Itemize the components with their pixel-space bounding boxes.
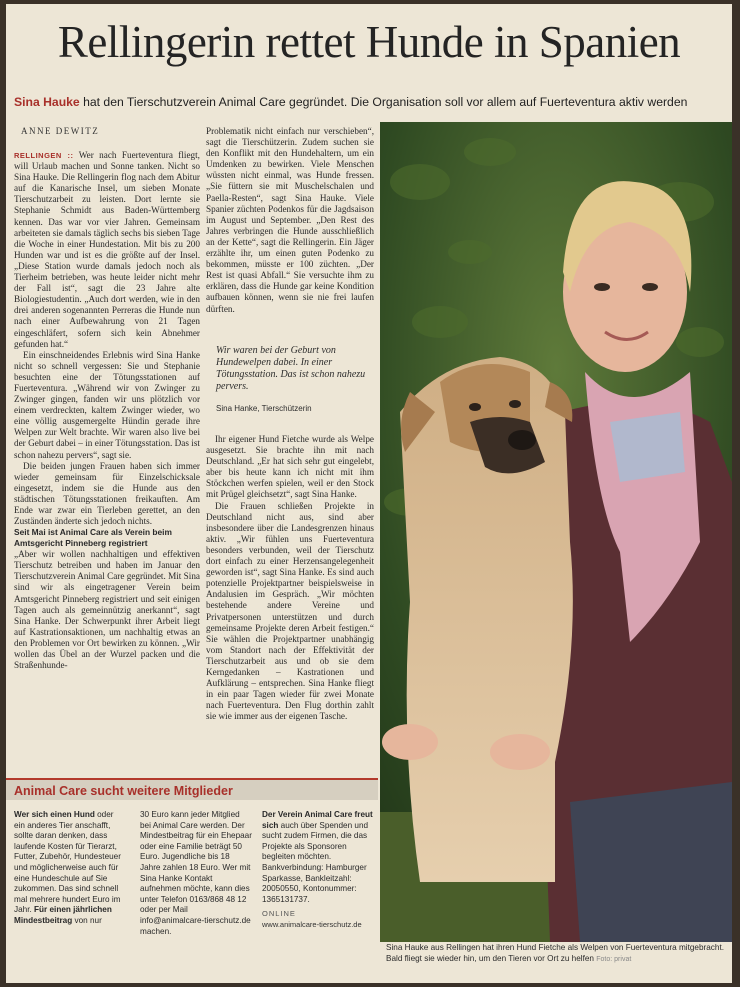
paragraph: Die Frauen schließen Projekte in Deutschland nicht aus, sind aber insbesondere über die Landesgrenzen hinaus aktiv. „Wir fühlen uns Fuerteventura besonders verbunden, weil der Tierschutz dort einfach zu einer Herzensangelegenheit geworden ist“, sagt Sina Hanke. Es sind auch potenzielle Projektpartner beispielsweise in Andalusien im Gespräch. „Wir möchten bestehende andere Vereine und Privatpersonen unterstützen und durch gemeinsame Projekte deren Arbeit festigen.“ Sie wählen die Projektpartner unabhängig vom Standort nach der Effektivität der Tierschutzarbeit aus und ob sie dem Kerngedanken – Kastrationen und Aufklärung – entsprechen. Sina Hanke fliegt in ein paar Tagen wieder für zwei Monate nach Fuerteventura. Den Flug dorthin zahlt sie wie immer aus der eigenen Tasche. — [206, 500, 374, 722]
pull-quote: Wir waren bei der Geburt von Hundewelpen dabei. In einer Tötungsstation. Das ist schon nahezu pervers. — [216, 345, 366, 392]
pull-quote-source: Sina Hanke, Tierschützerin — [216, 404, 312, 413]
infobox-lead: Wer sich einen Hund — [14, 810, 95, 819]
dateline: RELLINGEN :: — [14, 151, 74, 160]
article-column-1 — [14, 150, 200, 671]
subheadline-text: hat den Tierschutzverein Animal Care gegründet. Die Organisation soll vor allem auf Fuerteventura aktiv werden — [79, 95, 688, 109]
subheadline — [14, 94, 730, 110]
infobox-text: 30 Euro kann jeder Mitglied bei Animal Care werden. Der Mindestbeitrag für ein Ehepaar oder eine Familie beträgt 50 Euro. Jugendliche bis 18 Jahre zahlen 18 Euro. Wer mit Sina Hanke Kontakt aufnehmen möchte, kann dies unter Telefon 0163/868 48 12 oder per Mail info@animalcare-tierschutz.de machen. — [140, 810, 252, 936]
infobox-column-1 — [14, 810, 126, 927]
photo-credit: Foto: privat — [596, 956, 632, 963]
infobox-column-2 — [140, 810, 252, 937]
paragraph: Ihr eigener Hund Fietche wurde als Welpe ausgesetzt. Sie brachte ihn mit nach Deutschland. „Er hat sich sehr gut eingelebt, aber bis heute kann ich nicht mit ihm Stöckchen werfen spielen, weil er den Stock mit Prügel gleichsetzt“, sagt Sina Hanke. — [206, 434, 374, 500]
intermediate-heading: Seit Mai ist Animal Care als Verein beim Amtsgericht Pinneberg registriert — [14, 527, 172, 549]
infobox-lead: Der Verein Animal Care freut sich — [262, 810, 373, 830]
online-url[interactable]: www.animalcare-tierschutz.de — [262, 919, 362, 929]
headline: Rellingerin rettet Hunde in Spanien — [57, 17, 681, 67]
infobox-text: auch über Spenden und sucht zudem Firmen, die das Projekte als Sponsoren begleiten möchten. Bankverbindung: Hamburger Sparkasse, Bankleitzahl: 20050550, Kontonummer: 1365131737. — [262, 820, 369, 904]
subheadline-name: Sina Hauke — [14, 95, 80, 109]
paragraph — [14, 150, 200, 350]
paragraph: „Aber wir wollen nachhaltigen und effektiven Tierschutz betreiben und haben im Januar den Tierschutzverein Animal Care gegründet. Mit Sina sind wir als eingetragener Verein beim Amtsgericht Pinneberg registriert und seit einigen Tagen auch als gemeinnützig anerkannt“, sagt Sina Hanke. Der Schwerpunkt ihrer Arbeit liegt auf Kastrationsaktionen, um nachhaltig etwas an den Problemen vor Ort bewirken zu können. „Wir wollen das Übel an der Wurzel packen und die Straßenhunde- — [14, 549, 200, 671]
article-column-2-bottom — [206, 434, 374, 722]
infobox-text: oder ein anderes Tier anschafft, sollte daran denken, dass laufende Kosten für Tierarzt, Futter, Zubehör, Hundesteuer und möglicherweise auch für eine Hundeschule auf Sie zukommen. Das sind schnell mal mehrere hundert Euro im Jahr. — [14, 810, 121, 915]
paragraph: Die beiden jungen Frauen haben sich immer wieder gemeinsam für Einzelschicksale eingesetzt, indem sie die Hunde aus den städtischen Tötungsstationen freikauften. Am Ende war zwar ein Tierleben gerettet, an den Zuständen änderte sich jedoch nichts. — [14, 460, 200, 527]
infobox-title: Animal Care sucht weitere Mitglieder — [6, 778, 378, 800]
photo-illustration — [380, 122, 732, 942]
newspaper-page — [6, 4, 732, 983]
infobox-text: von nur — [72, 915, 102, 925]
photo-woman-with-dog — [380, 122, 732, 942]
photo-caption — [386, 942, 730, 965]
article-column-2-top — [206, 126, 374, 315]
byline: ANNE DEWITZ — [21, 126, 100, 136]
infobox-column-3 — [262, 810, 374, 931]
paragraph: Ein einschneidendes Erlebnis wird Sina Hanke nicht so schnell vergessen: Sie und Stephanie besuchten eine der Tötungsstationen auf Fuerteventura. „Während wir von Zwinger zu Zwinger gingen, fanden wir uns plötzlich vor einem verdreckten, kaltem Zwinger wieder, wo eine völlig ausgemergelte Hündin gerade ihre Welpen zur Welt brachte. Wir waren also live bei der Geburt dabei – in einer Tötungsstation. Das ist schon nahezu pervers“, sagt sie. — [14, 349, 200, 460]
infobox-lead: Für einen jährlichen Mindestbeitrag — [14, 905, 112, 925]
paragraph: Problematik nicht einfach nur verschieben“, sagt die Tierschützerin. Zudem suchen sie den Konflikt mit den Hundehaltern, um ein Umdenken zu bewirken. Viele Menschen wüssten nicht einmal, was Hunde fressen. „Sie füttern sie mit Muschelschalen und Paella-Resten“, sagt Sina Hauke. Viele Spanier züchten Podenkos für die Jagdsaison im August und September. „Den Rest des Jahres verbringen die Hunde ausschließlich an der Kette“, sagt die Rellingerin. Ein Jäger erzählte ihr, um einen guten Podenko zu bekommen, müsste er 100 züchten. „Der Rest ist quasi Abfall.“ Sie versuchte ihm zu erklären, dass die Hunde gar keine Kondition aufbauen können, wenn sie nie frei laufen dürften. — [206, 126, 374, 314]
online-label: ONLINE — [262, 909, 296, 919]
caption-text: Sina Hauke aus Rellingen hat ihren Hund Fietche als Welpen von Fuerteventura mitgebracht. Bald fliegt sie wieder hin, um den Tieren vor Ort zu helfen — [386, 943, 725, 963]
paragraph-text: Wer nach Fuerteventura fliegt, will Urlaub machen und Sonne tanken. Nicht so Sina Hauke. Die Rellingerin flog nach dem Abitur auf die Kanarische Insel, um sieben Monate Tierschutzarbeit zu leisten. Dort lernte sie Stephanie Schmidt aus Baden-Württemberg kennen. Das war vor vier Jahren. Gemeinsam arbeiteten sie damals täglich sechs bis sieben Tage die Woche in einer Hundestation. Mit bis zu 200 Hunden war und ist es die größte auf der Insel. „Diese Station wurde damals jedoch noch als Tierheim betrieben, was heute leider nicht mehr der Fall ist“, sagt die 23 Jahre alte Biologiestudentin. „Auch dort werden, wie in den drei anderen sogenannten Perreras die Hunde nun nach einer Aufbewahrung von 21 Tagen eingeschläfert, sofern sich kein Abnehmer gefunden hat.“ — [14, 150, 200, 349]
